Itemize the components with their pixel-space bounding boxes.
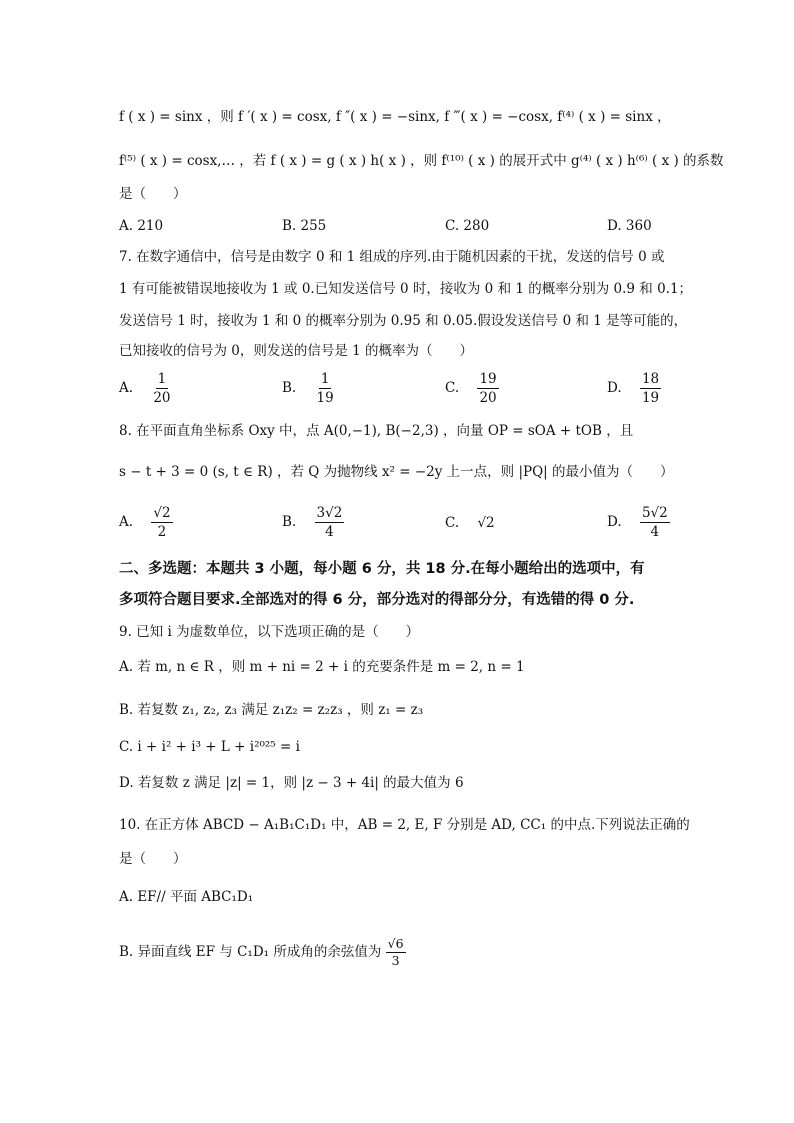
fraction-numerator: √6: [387, 936, 404, 951]
fraction-denominator: 2: [157, 524, 167, 540]
q6-option-c: C. 280: [445, 218, 490, 234]
q7-option-c-label: C.: [445, 380, 460, 396]
q8-option-c: [445, 512, 495, 534]
q8-option-a-label: A.: [119, 514, 134, 530]
q7-option-d-label: D.: [607, 380, 622, 396]
q7-option-a-label: A.: [119, 380, 134, 396]
q10-option-b-text: B. 异面直线 EF 与 C₁D₁ 所成角的余弦值为: [119, 944, 382, 960]
q7-option-a-fraction: [151, 370, 172, 407]
section-2-heading-line-1: 二、多选题：本题共 3 小题，每小题 6 分，共 18 分.在每小题给出的选项中，有: [119, 561, 645, 577]
q7-option-b: [282, 370, 336, 407]
q8-option-b-label: B.: [282, 514, 297, 530]
q8-option-c-value: √2: [477, 515, 495, 531]
fraction-numerator: 18: [641, 371, 660, 387]
q9-stem: 9. 已知 i 为虚数单位，以下选项正确的是（ ）: [119, 624, 420, 640]
q7-option-c-fraction: [477, 370, 498, 407]
q10-line-1: 10. 在正方体 ABCD − A₁B₁C₁D₁ 中，AB = 2, E, F 分别是 AD, CC₁ 的中点.下列说法正确的: [119, 817, 690, 833]
fraction-denominator: 20: [153, 390, 171, 406]
fraction-denominator: 20: [479, 390, 497, 406]
fraction-numerator: 3√2: [316, 505, 343, 521]
q10-option-b-fraction: [386, 936, 406, 969]
fraction-denominator: 4: [325, 524, 334, 540]
q8-line-2: s − t + 3 = 0 (s, t ∈ R) ，若 Q 为抛物线 x² = −2y 上一点，则 |PQ| 的最小值为（ ）: [119, 464, 674, 480]
q6-option-b: B. 255: [282, 218, 327, 234]
q6-option-d: D. 360: [607, 218, 652, 234]
q8-option-d-fraction: [640, 504, 670, 541]
q9-option-c: C. i + i² + i³ + L + i²⁰²⁵ = i: [119, 739, 300, 755]
q10-option-a: A. EF// 平面 ABC₁D₁: [119, 889, 254, 905]
fraction-numerator: 1: [157, 371, 167, 387]
q8-option-c-label: C.: [445, 515, 460, 531]
q9-option-d: D. 若复数 z 满足 |z| = 1，则 |z − 3 + 4i| 的最大值为 6: [119, 775, 464, 791]
q8-option-d-label: D.: [607, 514, 622, 530]
q10-line-2: 是（ ）: [119, 851, 187, 867]
q8-option-d: [607, 504, 670, 541]
q7-option-d-fraction: [640, 370, 661, 407]
q8-option-a: [119, 504, 173, 541]
fraction-denominator: 19: [316, 390, 334, 406]
q8-line-1: 8. 在平面直角坐标系 Oxy 中，点 A(0,−1), B(−2,3) ，向量 OP = sOA + tOB ，且: [119, 423, 634, 439]
q7-option-c: [445, 370, 499, 407]
q8-option-b: [282, 504, 344, 541]
q7-option-d: [607, 370, 661, 407]
q9-option-a: A. 若 m, n ∈ R ，则 m + ni = 2 + i 的充要条件是 m = 2, n = 1: [119, 659, 525, 675]
fraction-denominator: 19: [641, 390, 660, 406]
q6-line-2: f⁽⁵⁾ ( x ) = cosx,… ，若 f ( x ) = g ( x ) h( x ) ，则 f⁽¹⁰⁾ ( x ) 的展开式中 g⁽⁴⁾ ( x ) h⁽⁶⁾ ( x ) 的系数: [119, 153, 724, 169]
fraction-numerator: √2: [153, 505, 171, 521]
fraction-numerator: 5√2: [641, 505, 668, 521]
q8-option-a-fraction: [151, 504, 172, 541]
fraction-denominator: 4: [650, 524, 660, 540]
fraction-numerator: 1: [320, 371, 330, 387]
fraction-denominator: 3: [391, 953, 400, 968]
section-2-heading-line-2: 多项符合题目要求.全部选对的得 6 分，部分选对的得部分分，有选错的得 0 分.: [119, 592, 635, 608]
q7-line-2: 1 有可能被错误地接收为 1 或 0.已知发送信号 0 时，接收为 0 和 1 的概率分别为 0.9 和 0.1；: [119, 281, 693, 297]
q7-line-1: 7. 在数字通信中，信号是由数字 0 和 1 组成的序列.由于随机因素的干扰，发送的信号 0 或: [119, 249, 665, 265]
fraction-numerator: 19: [479, 371, 497, 387]
q7-option-b-fraction: [315, 370, 336, 407]
q6-line-3: 是（ ）: [119, 186, 187, 202]
q6-option-a: A. 210: [119, 218, 164, 234]
q6-line-1: f ( x ) = sinx ，则 f ′( x ) = cosx, f ″( x ) = −sinx, f ‴( x ) = −cosx, f⁽⁴⁾ ( x ) = sinx ，: [119, 109, 671, 125]
q10-option-b: [119, 936, 406, 969]
q7-line-3: 发送信号 1 时，接收为 1 和 0 的概率分别为 0.95 和 0.05.假设发送信号 0 和 1 是等可能的，: [119, 313, 688, 329]
q9-option-b: B. 若复数 z₁, z₂, z₃ 满足 z₁z₂ = z₂z₃ ，则 z₁ = z₃: [119, 702, 424, 718]
q7-option-a: [119, 370, 173, 407]
q7-option-b-label: B.: [282, 380, 297, 396]
q8-option-b-fraction: [315, 504, 345, 541]
q7-line-4: 已知接收的信号为 0，则发送的信号是 1 的概率为（ ）: [119, 343, 474, 359]
